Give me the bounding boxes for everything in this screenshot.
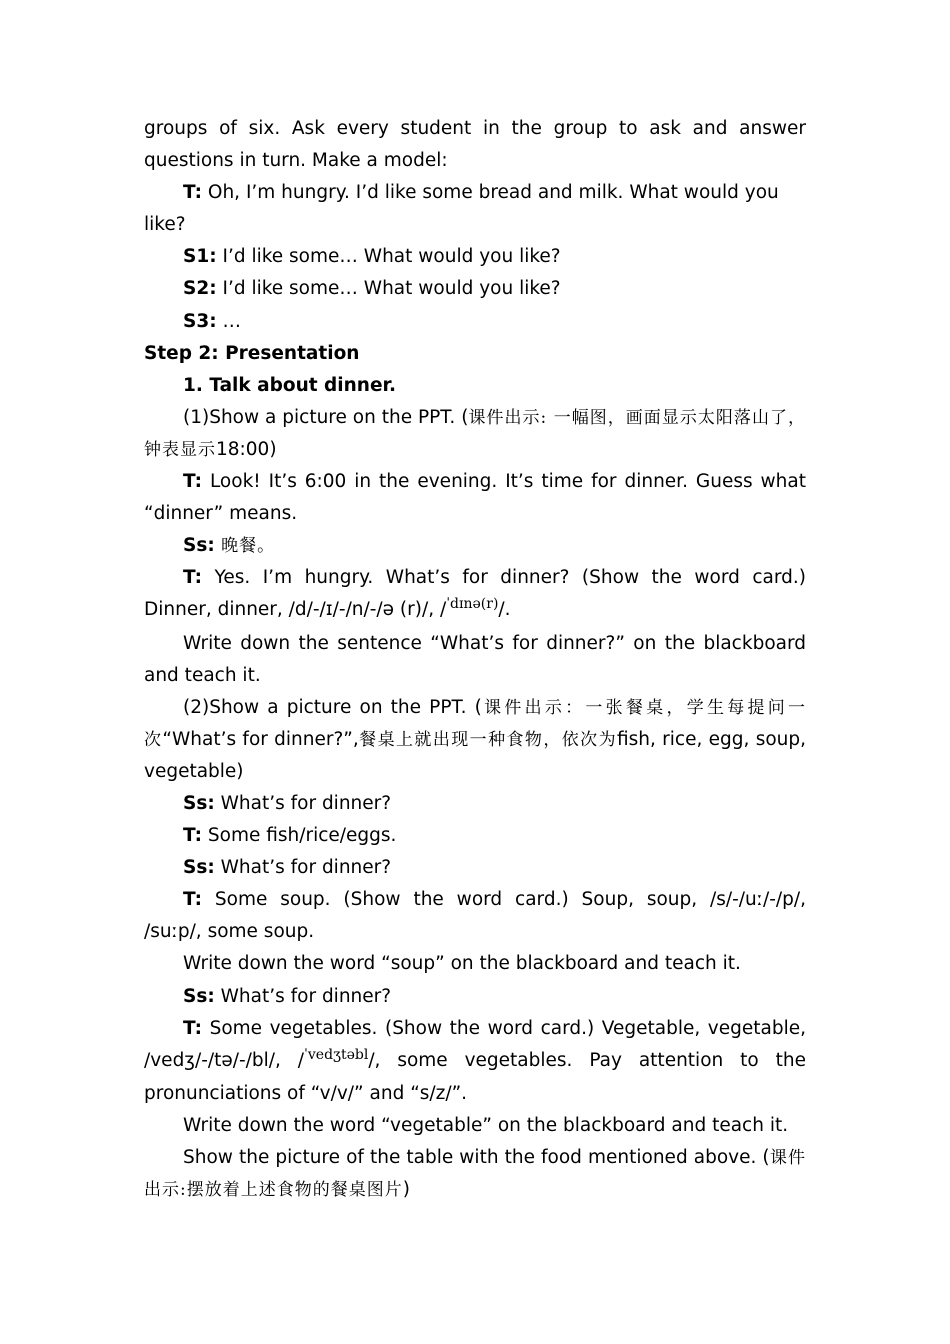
phonetic-vegetable: ˈvedʒtəbl <box>304 1046 369 1063</box>
teacher-line: T: Some soup. (Show the word card.) Soup, soup, /s/-/uː/-/p/, /suːp/, some soup. <box>144 889 806 943</box>
ppt-paragraph-1: (1)Show a picture on the PPT. (课件出示: 一幅图，画面显示太阳落山了，钟表显示18:00) <box>144 406 806 460</box>
teacher-line: T: Yes. I’m hungry. What’s for dinner? (Show the word card.) Dinner, dinner, /d/-/ɪ/-/n/-/ə (r)/, /$^{ˈdɪnə(r)}$/. <box>144 567 806 621</box>
speaker-label: T: <box>183 567 203 589</box>
speaker-label: Ss: <box>183 535 215 557</box>
instruction-line: Write down the word “soup” on the blackboard and teach it. <box>183 953 741 975</box>
model-line-t: T: Oh, I’m hungry. I’d like some bread and milk. What would you like? <box>144 182 779 236</box>
phonetic-dinner: ˈdɪnə(r) <box>446 596 499 613</box>
speaker-label: T: <box>183 825 203 847</box>
speaker-label: Ss: <box>183 792 215 814</box>
speaker-label: T: <box>183 889 203 911</box>
final-paragraph: Show the picture of the table with the food mentioned above. (课件出示:摆放着上述食物的餐桌图片) <box>144 1147 807 1201</box>
speaker-label: S3: <box>183 310 217 332</box>
students-line: Ss: What’s for dinner? <box>183 985 392 1007</box>
speaker-label: T: <box>183 1017 203 1039</box>
teacher-line: T: Look! It’s 6:00 in the evening. It’s time for dinner. Guess what “dinner” means. <box>144 471 806 525</box>
intro-paragraph: groups of six. Ask every student in the group to ask and answer questions in turn. Make a model: <box>144 118 806 172</box>
speaker-label: T: <box>183 471 203 493</box>
speaker-label: T: <box>183 182 203 204</box>
dialog-line: Ss: What’s for dinner? <box>183 857 392 879</box>
step-heading: Step 2: Presentation <box>144 342 360 364</box>
instruction-line: Write down the sentence “What’s for dinner?” on the blackboard and teach it. <box>144 632 806 686</box>
students-line: Ss: 晚餐。 <box>183 535 276 557</box>
ppt-paragraph-2: (2)Show a picture on the PPT. (课件出示：一张餐桌，学生每提问一次“What’s for dinner?”,餐桌上就出现一种食物，依次为fish, rice, egg, soup, vegetable) <box>144 696 807 782</box>
speaker-label: S1: <box>183 246 217 268</box>
dialog-line: Ss: What’s for dinner? <box>183 792 392 814</box>
speaker-label: Ss: <box>183 857 215 879</box>
model-line-s2: S2: I’d like some… What would you like? <box>183 278 561 300</box>
speaker-label: Ss: <box>183 985 215 1007</box>
sub-heading: 1. Talk about dinner. <box>183 374 397 396</box>
teacher-line: T: Some vegetables. (Show the word card.) Vegetable, vegetable, /vedʒ/-/tə/-/bl/, /$^{ˈvedʒtəbl}$/, some vegetables. Pay attention to the pronunciations of “v/v/” and “s/z/”. <box>144 1017 806 1104</box>
lesson-content <box>144 113 806 1206</box>
model-line-s1: S1: I’d like some… What would you like? <box>183 246 561 268</box>
model-line-s3: S3: … <box>183 310 241 332</box>
speaker-label: S2: <box>183 278 217 300</box>
instruction-line: Write down the word “vegetable” on the blackboard and teach it. <box>183 1114 789 1136</box>
dialog-line: T: Some fish/rice/eggs. <box>183 825 397 847</box>
